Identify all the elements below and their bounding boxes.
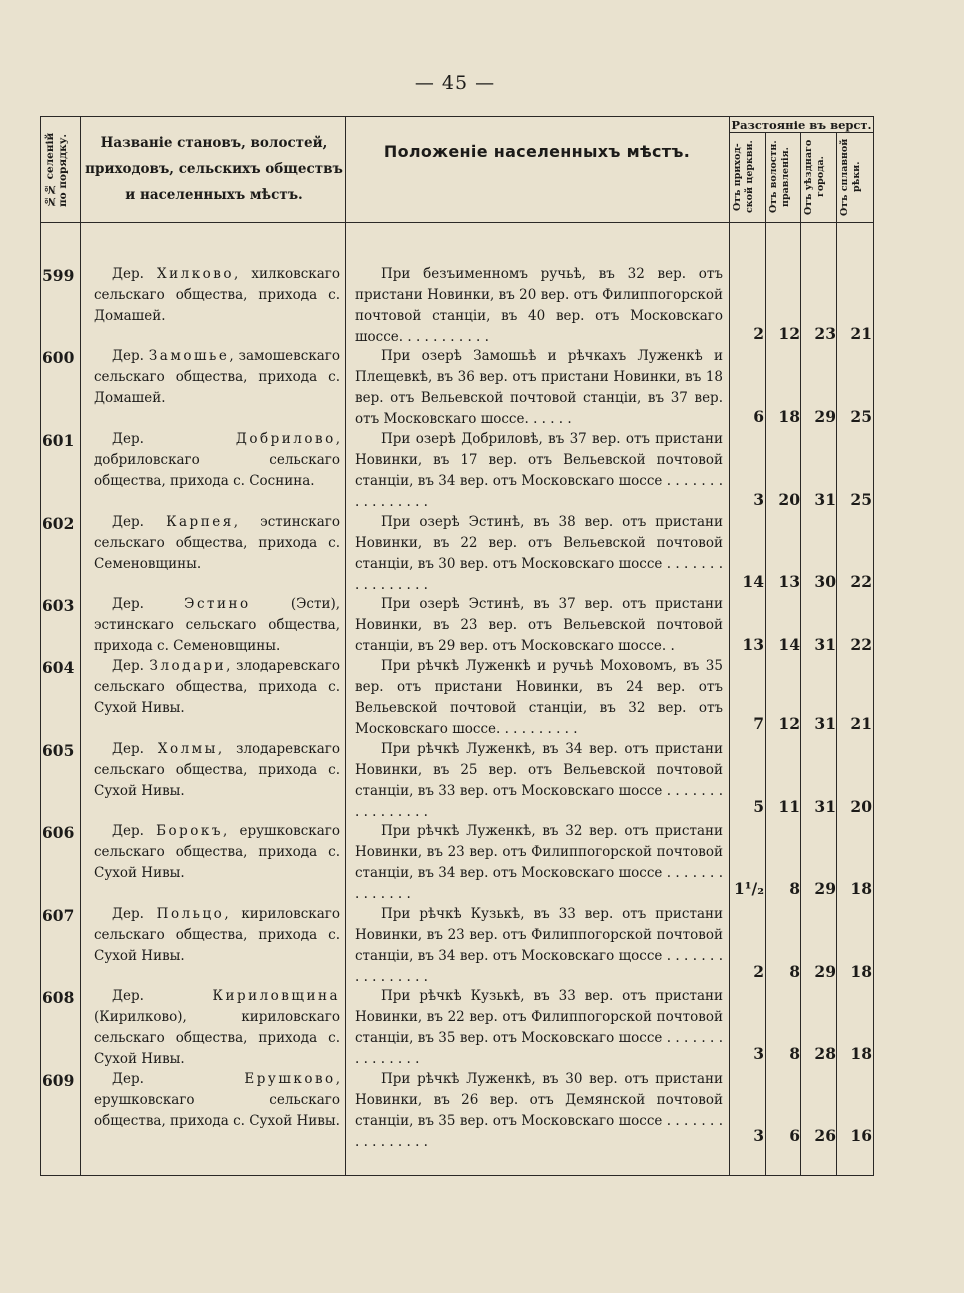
settlement-kind: Дер. <box>112 348 144 364</box>
dist-town: 26 <box>814 1126 836 1145</box>
header-col-number: №№ селеній по порядку. <box>44 132 69 208</box>
dist-river: 18 <box>850 962 872 981</box>
dist-river: 22 <box>850 572 872 591</box>
dist-river: 25 <box>850 490 872 509</box>
dist-town: 29 <box>814 407 836 426</box>
dist-church: 3 <box>753 490 764 509</box>
dist-town: 29 <box>814 879 836 898</box>
dist-river: 21 <box>850 714 872 733</box>
settlement-details: , ерушковскаго сельскаго общества, прихода с. Сухой Нивы. <box>94 823 340 881</box>
settlement-title: Борокъ <box>156 823 223 839</box>
settlement-name <box>94 594 340 657</box>
dist-town: 30 <box>814 572 836 591</box>
dist-volost: 12 <box>778 324 800 343</box>
settlement-position: При рѣчкѣ Луженкѣ, въ 30 вер. отъ пристани Новинки, въ 26 вер. отъ Демянской почтовой станціи, въ 35 вер. отъ Московскаго шоссе . . . . . . . . . . . . . . . . <box>355 1071 723 1150</box>
settlement-title: Ерушково <box>244 1071 336 1087</box>
dist-volost: 8 <box>789 962 800 981</box>
settlement-kind: Дер. <box>112 266 144 282</box>
settlement-name <box>94 1069 340 1132</box>
settlement-details: (Эсти), эстинскаго сельскаго общества, прихода с. Семеновщины. <box>94 596 340 654</box>
settlement-title: Кириловщина <box>212 988 340 1004</box>
settlement-position: При рѣчкѣ Луженкѣ, въ 34 вер. отъ пристани Новинки, въ 25 вер. отъ Вельевской почтовой станціи, въ 33 вер. отъ Московскаго шоссе . . . . . . . . . . . . . . . . <box>355 741 723 820</box>
row-number: 602 <box>42 514 75 533</box>
dist-town: 31 <box>814 714 836 733</box>
dist-volost: 14 <box>778 635 800 654</box>
settlement-position: При рѣчкѣ Кузькѣ, въ 33 вер. отъ пристани Новинки, въ 22 вер. отъ Филиппогорской почтовой станціи, въ 35 вер. отъ Московскаго шоссе . . . . . . . . . . . . . . . <box>355 988 723 1067</box>
header-col-position: Положеніе населенныхъ мѣстъ. <box>383 142 691 161</box>
dist-town: 31 <box>814 490 836 509</box>
header-dist-volost: Отъ волостн. правленія. <box>768 140 791 214</box>
settlement-title: Польцо <box>156 906 225 922</box>
dist-volost: 20 <box>778 490 800 509</box>
settlement-details: , замошевскаго сельскаго общества, прихода с. Домашей. <box>94 348 341 406</box>
settlement-title: Эстино <box>184 596 251 612</box>
settlement-name <box>94 512 340 575</box>
row-number: 608 <box>42 988 75 1007</box>
settlement-position: При рѣчкѣ Луженкѣ и ручьѣ Моховомъ, въ 35 вер. отъ пристани Новинки, въ 24 вер. отъ Вельевской почтовой станціи, въ 32 вер. отъ Московскаго шоссе. . . . . . . . . . <box>355 658 723 737</box>
dist-church: 5 <box>753 797 764 816</box>
settlement-position: При рѣчкѣ Кузькѣ, въ 33 вер. отъ пристани Новинки, въ 23 вер. отъ Филиппогорской почтовой станціи, въ 34 вер. отъ Московскаго щоссе . . . . . . . . . . . . . . . . <box>355 906 723 985</box>
dist-church: 13 <box>742 635 764 654</box>
settlement-details: , ерушковскаго сельскаго общества, прихода с. Сухой Нивы. <box>94 1071 340 1129</box>
dist-town: 31 <box>814 635 836 654</box>
settlement-kind: Дер. <box>112 514 144 530</box>
dist-church: 14 <box>742 572 764 591</box>
settlement-name <box>94 821 340 884</box>
settlement-details: , кириловскаго сельскаго общества, прихода с. Сухой Нивы. <box>94 906 340 964</box>
dist-town: 29 <box>814 962 836 981</box>
settlement-name <box>94 346 340 409</box>
header-col-distance: Разстояніе въ верст. <box>731 118 872 132</box>
dist-church: 1¹/₂ <box>733 879 764 898</box>
settlement-title: Карпея <box>166 514 234 530</box>
settlement-title: Холмы <box>157 741 218 757</box>
dist-volost: 13 <box>778 572 800 591</box>
header-dist-town: Отъ уѣзднаго города. <box>803 139 826 215</box>
page-number: — 45 — <box>414 72 496 94</box>
settlement-kind: Дер. <box>112 741 144 757</box>
row-number: 599 <box>42 266 75 285</box>
dist-town: 28 <box>814 1044 836 1063</box>
settlement-title: Добрилово <box>235 431 336 447</box>
settlement-position: При озерѣ Эстинѣ, въ 38 вер. отъ пристани Новинки, въ 22 вер. отъ Вельевской почтовой станціи, въ 30 вер. отъ Московскаго шоссе . . . . . . . . . . . . . . . . <box>355 514 723 593</box>
dist-church: 6 <box>753 407 764 426</box>
dist-volost: 6 <box>789 1126 800 1145</box>
dist-church: 2 <box>753 324 764 343</box>
header-dist-church: Отъ приход- ской церкви. <box>732 140 755 214</box>
dist-river: 21 <box>850 324 872 343</box>
settlement-kind: Дер. <box>112 906 144 922</box>
dist-river: 20 <box>850 797 872 816</box>
dist-volost: 18 <box>778 407 800 426</box>
dist-river: 18 <box>850 1044 872 1063</box>
settlement-title: Замошье <box>148 348 230 364</box>
row-number: 605 <box>42 741 75 760</box>
settlement-name <box>94 429 340 492</box>
dist-river: 22 <box>850 635 872 654</box>
settlement-title: Хилково <box>157 266 234 282</box>
dist-river: 16 <box>850 1126 872 1145</box>
dist-river: 18 <box>850 879 872 898</box>
row-number: 609 <box>42 1071 75 1090</box>
settlement-position: При озерѣ Замошьѣ и рѣчкахъ Луженкѣ и Плещевкѣ, въ 36 вер. отъ пристани Новинки, въ 18 вер. отъ Вельевской почтовой станціи, въ 37 вер. отъ Московскаго шоссе. . . . . . <box>355 348 723 427</box>
settlement-details: , злодаревскаго сельскаго общества, прихода с. Сухой Нивы. <box>94 658 340 716</box>
settlement-kind: Дер. <box>112 1071 144 1087</box>
settlement-kind: Дер. <box>112 431 144 447</box>
settlements-table <box>40 116 874 1176</box>
settlement-name <box>94 986 340 1070</box>
settlement-position: При рѣчкѣ Луженкѣ, въ 32 вер. отъ пристани Новинки, въ 23 вер. отъ Филиппогорской почтовой станціи, въ 34 вер. отъ Московскаго шоссе . . . . . . . . . . . . . . <box>355 823 723 902</box>
settlement-name <box>94 656 340 719</box>
settlement-kind: Дер. <box>112 596 144 612</box>
dist-town: 31 <box>814 797 836 816</box>
dist-church: 3 <box>753 1044 764 1063</box>
row-number: 604 <box>42 658 75 677</box>
dist-volost: 11 <box>778 797 800 816</box>
settlement-position: При озерѣ Эстинѣ, въ 37 вер. отъ пристани Новинки, въ 23 вер. отъ Вельевской почтовой станціи, въ 29 вер. отъ Московскаго шоссе. . <box>355 596 723 654</box>
settlement-position: При озерѣ Добриловѣ, въ 37 вер. отъ пристани Новинки, въ 17 вер. отъ Вельевской почтовой станціи, въ 34 вер. отъ Московскаго шоссе . . . . . . . . . . . . . . . . <box>355 431 723 510</box>
settlement-details: , эстинскаго сельскаго общества, прихода с. Семеновщины. <box>94 514 340 572</box>
dist-volost: 12 <box>778 714 800 733</box>
dist-river: 25 <box>850 407 872 426</box>
header-dist-river: Отъ сплавной рѣки. <box>839 138 862 216</box>
settlement-name <box>94 739 340 802</box>
row-number: 600 <box>42 348 75 367</box>
settlement-details: , хилковскаго сельскаго общества, прихода с. Домашей. <box>94 266 340 324</box>
dist-town: 23 <box>814 324 836 343</box>
dist-volost: 8 <box>789 879 800 898</box>
settlement-kind: Дер. <box>112 823 144 839</box>
settlement-name <box>94 904 340 967</box>
row-number: 603 <box>42 596 75 615</box>
settlement-kind: Дер. <box>112 658 144 674</box>
header-col-name: Названіе становъ, волостей, приходовъ, сельскихъ обществъ и населенныхъ мѣстъ. <box>85 135 343 203</box>
settlement-kind: Дер. <box>112 988 144 1004</box>
dist-volost: 8 <box>789 1044 800 1063</box>
settlement-details: (Кирилково), кириловскаго сельскаго общества, прихода с. Сухой Нивы. <box>94 1009 340 1067</box>
dist-church: 3 <box>753 1126 764 1145</box>
settlement-details: , добриловскаго сельскаго общества, прихода с. Соснина. <box>94 431 340 489</box>
settlement-position: При безъименномъ ручьѣ, въ 32 вер. отъ пристани Новинки, въ 20 вер. отъ Филиппогорской почтовой станціи, въ 40 вер. отъ Московскаго шоссе. . . . . . . . . . . <box>355 266 723 345</box>
dist-church: 7 <box>753 714 764 733</box>
settlement-title: Злодари <box>149 658 227 674</box>
row-number: 601 <box>42 431 75 450</box>
dist-church: 2 <box>753 962 764 981</box>
settlement-name <box>94 264 340 327</box>
settlement-details: , злодаревскаго сельскаго общества, прихода с. Сухой Нивы. <box>94 741 340 799</box>
row-number: 607 <box>42 906 75 925</box>
row-number: 606 <box>42 823 75 842</box>
